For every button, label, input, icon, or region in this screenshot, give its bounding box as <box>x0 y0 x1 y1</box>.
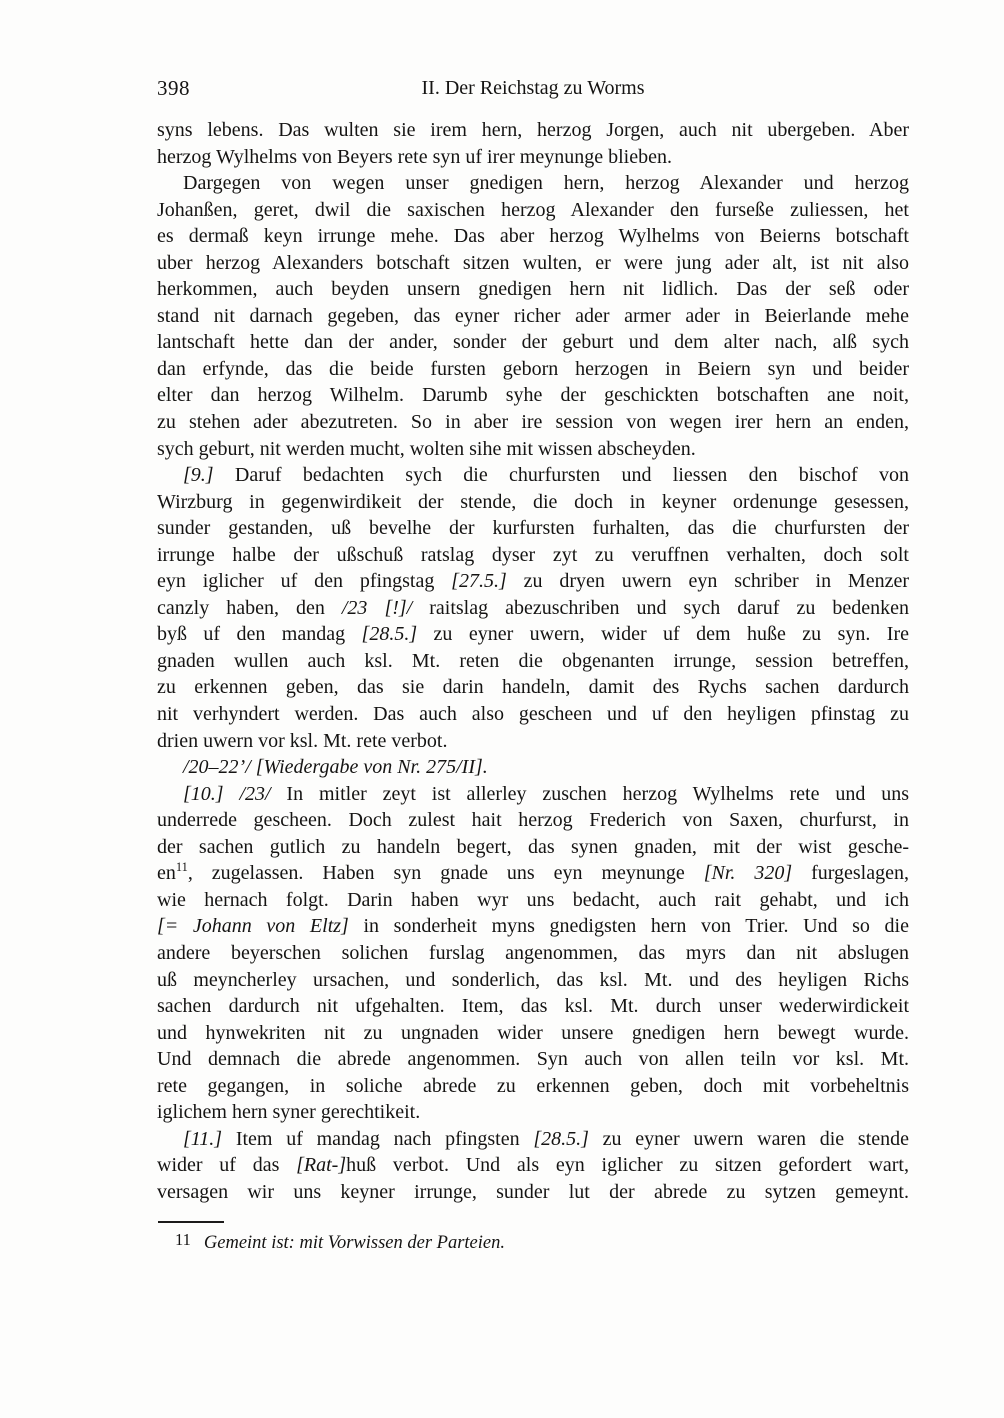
text-line <box>157 1126 909 1153</box>
text-segment: elter dan herzog Wilhelm. Darumb syhe der geschickten botschaften ane noit, <box>157 384 909 407</box>
text-segment: nit verhyndert werden. Das auch also gescheen und uf den heyligen pfinstag zu <box>157 703 909 726</box>
text-line <box>157 223 909 250</box>
text-line <box>157 489 909 516</box>
text-segment: irrunge halbe der ußschuß ratslag dyser zyt zu veruffnen verhalten, doch solt <box>157 543 909 566</box>
text-segment: huß verbot. Und als eyn iglicher zu sitzen gefordert wart, <box>346 1154 909 1177</box>
text-line <box>157 170 909 197</box>
text-line <box>157 276 909 303</box>
text-line <box>157 913 909 940</box>
text-segment: furgeslagen, <box>792 862 909 885</box>
editorial-insertion: [10.] /23/ <box>183 782 271 805</box>
text-segment: wie hernach folgt. Darin haben wyr uns bedacht, auch rait gehabt, und ich <box>157 888 909 911</box>
text-segment: underrede gescheen. Doch zulest hait herzog Frederich von Saxen, churfurst, in <box>157 809 909 832</box>
editorial-insertion: [27.5.] <box>451 570 507 593</box>
editorial-insertion: /23 [!]/ <box>341 596 413 619</box>
text-segment: Johanßen, geret, dwil die saxischen herzog Alexander den furseße zuliessen, het <box>157 198 909 221</box>
text-line <box>157 568 909 595</box>
text-line <box>157 781 909 808</box>
text-segment: in sonderheit myns gnedigsten hern von Trier. Und so die <box>348 915 909 938</box>
text-segment: herzog Wylhelms von Beyers rete syn uf irer meynunge blieben. <box>157 145 672 168</box>
text-segment: dan erfynde, das die beide fursten geborn herzogen in Beiern syn und beider <box>157 357 909 380</box>
text-block <box>157 117 909 1205</box>
editorial-insertion: [Nr. 320] <box>703 862 793 885</box>
text-segment: es dermaß keyn irrunge mehe. Das aber herzog Wylhelms von Beierns botschaft <box>157 225 909 248</box>
text-segment: byß uf den mandag <box>157 623 362 646</box>
text-line <box>157 1099 909 1126</box>
text-segment: syns lebens. Das wulten sie irem hern, herzog Jorgen, auch nit ubergeben. Aber <box>157 119 909 141</box>
text-line <box>157 728 909 755</box>
text-segment: , zugelassen. Haben syn gnade uns eyn meynunge <box>187 862 704 885</box>
text-segment: gnaden wullen auch ksl. Mt. reten die obgenanten irrunge, session betreffen, <box>157 649 909 672</box>
footnote-text: Gemeint ist: mit Vorwissen der Parteien. <box>203 1233 505 1253</box>
footnote-separator <box>158 1221 224 1223</box>
text-segment: iglichem hern syner gerechtikeit. <box>157 1101 421 1124</box>
footnote <box>157 1230 909 1256</box>
text-segment: uber herzog Alexanders botschaft sitzen wulten, er were jung ader alt, ist nit also <box>157 251 909 274</box>
text-segment: uß meyncherley ursachen, und sonderlich, das ksl. Mt. und des heyligen Richs <box>157 968 909 991</box>
text-segment: sunder gestanden, uß bevelhe der kurfursten furhalten, das die churfursten der <box>157 517 909 540</box>
text-line <box>157 648 909 675</box>
text-line <box>157 144 909 171</box>
text-segment: zu eyner uwern waren die stende <box>588 1127 910 1150</box>
text-segment: zu dryen uwern eyn schriber in Menzer <box>506 570 909 593</box>
text-line <box>157 436 909 463</box>
text-segment: en <box>157 862 176 885</box>
page-number: 398 <box>157 76 190 100</box>
text-line <box>157 1152 909 1179</box>
text-segment: drien uwern vor ksl. Mt. rete verbot. <box>157 729 448 752</box>
editorial-insertion: [Rat-] <box>296 1154 347 1177</box>
text-line <box>157 382 909 409</box>
text-line <box>157 993 909 1020</box>
text-segment: sachen dardurch nit ufgehalten. Item, das ksl. Mt. durch unser wederwirdickeit <box>157 995 909 1018</box>
text-segment: Dargegen von wegen unser gnedigen hern, herzog Alexander und herzog <box>183 172 909 195</box>
text-segment: wider uf das <box>157 1154 297 1177</box>
text-line <box>157 1020 909 1047</box>
text-line <box>157 860 909 887</box>
text-line <box>157 303 909 330</box>
text-segment: herkommen, auch beyden unsern gnedigen hern nit lidlich. Das der seß oder <box>157 278 909 301</box>
text-line <box>157 329 909 356</box>
running-title: II. Der Reichstag zu Worms <box>421 77 645 99</box>
text-segment: raitslag abezuschriben und sych daruf zu bedenken <box>412 596 909 619</box>
text-segment: lantschaft hette dan der ander, sonder der geburt und dem alter nach, alß sych <box>157 331 909 354</box>
text-line <box>157 356 909 383</box>
editorial-insertion: [28.5.] <box>533 1127 589 1150</box>
editorial-insertion: [9.] <box>183 464 214 487</box>
text-segment: stand nit darnach gegeben, das eyner richer ader armer ader in Beierlande mehe <box>157 304 909 327</box>
text-segment: zu stehen ader abezutreten. So in aber ire session von wegen irer hern an enden, <box>157 411 909 434</box>
text-line <box>157 1073 909 1100</box>
text-line <box>157 834 909 861</box>
text-line <box>157 674 909 701</box>
editorial-insertion: [28.5.] <box>361 623 418 646</box>
text-segment: andere beyerschen solichen furslag angenommen, das myrs dan nit abslugen <box>157 941 909 964</box>
text-segment: In mitler zeyt ist allerley zuschen herzog Wylhelms rete und uns <box>270 782 909 805</box>
text-segment: Wirzburg in gegenwirdikeit der stende, die doch in keyner ordenunge gesessen, <box>157 490 909 513</box>
text-line <box>157 515 909 542</box>
text-line <box>157 595 909 622</box>
text-line <box>157 542 909 569</box>
text-line <box>157 940 909 967</box>
editorial-insertion: [11.] <box>183 1127 223 1150</box>
text-segment: eyn iglicher uf den pfingstag <box>157 570 452 593</box>
text-line <box>157 197 909 224</box>
text-line <box>157 621 909 648</box>
text-line <box>157 250 909 277</box>
text-line <box>157 117 909 144</box>
text-line <box>157 754 909 781</box>
text-segment: versagen wir uns keyner irrunge, sunder lut der abrede zu sytzen gemeynt. <box>157 1180 909 1203</box>
text-segment: zu eyner uwern, wider uf dem huße zu syn. Ire <box>417 623 909 646</box>
text-line <box>157 1046 909 1073</box>
editorial-insertion: [= Johann von Eltz] <box>157 915 349 938</box>
text-line <box>157 807 909 834</box>
footnote-reference: 11 <box>175 860 188 875</box>
text-line <box>157 462 909 489</box>
text-line <box>157 967 909 994</box>
text-segment: sych geburt, nit werden mucht, wolten sihe mit wissen abscheyden. <box>157 437 696 460</box>
text-line <box>157 887 909 914</box>
text-segment: Und demnach die abrede angenommen. Syn auch von allen teiln vor ksl. Mt. <box>157 1048 909 1071</box>
text-segment: rete gegangen, in soliche abrede zu erkennen geben, doch mit vorbeheltnis <box>157 1074 909 1097</box>
text-line <box>157 701 909 728</box>
text-line <box>157 409 909 436</box>
text-line <box>157 1179 909 1206</box>
text-segment: und hynwekriten nit zu ungnaden wider unsere gnedigen hern bewegt wurde. <box>157 1021 909 1044</box>
text-segment: canzly haben, den <box>157 596 342 619</box>
editorial-insertion: /20–22’/ [Wiedergabe von Nr. 275/II]. <box>183 756 488 779</box>
text-segment: der sachen gutlich zu handeln begert, das synen gnaden, mit der wist gesche- <box>157 835 909 858</box>
text-segment: zu erkennen geben, das sie darin handeln, damit des Rychs sachen dardurch <box>157 676 909 699</box>
text-segment: Item uf mandag nach pfingsten <box>222 1127 534 1150</box>
text-segment: Daruf bedachten sych die churfursten und liessen den bischof von <box>213 464 909 487</box>
footnote-marker: 11 <box>175 1230 191 1249</box>
